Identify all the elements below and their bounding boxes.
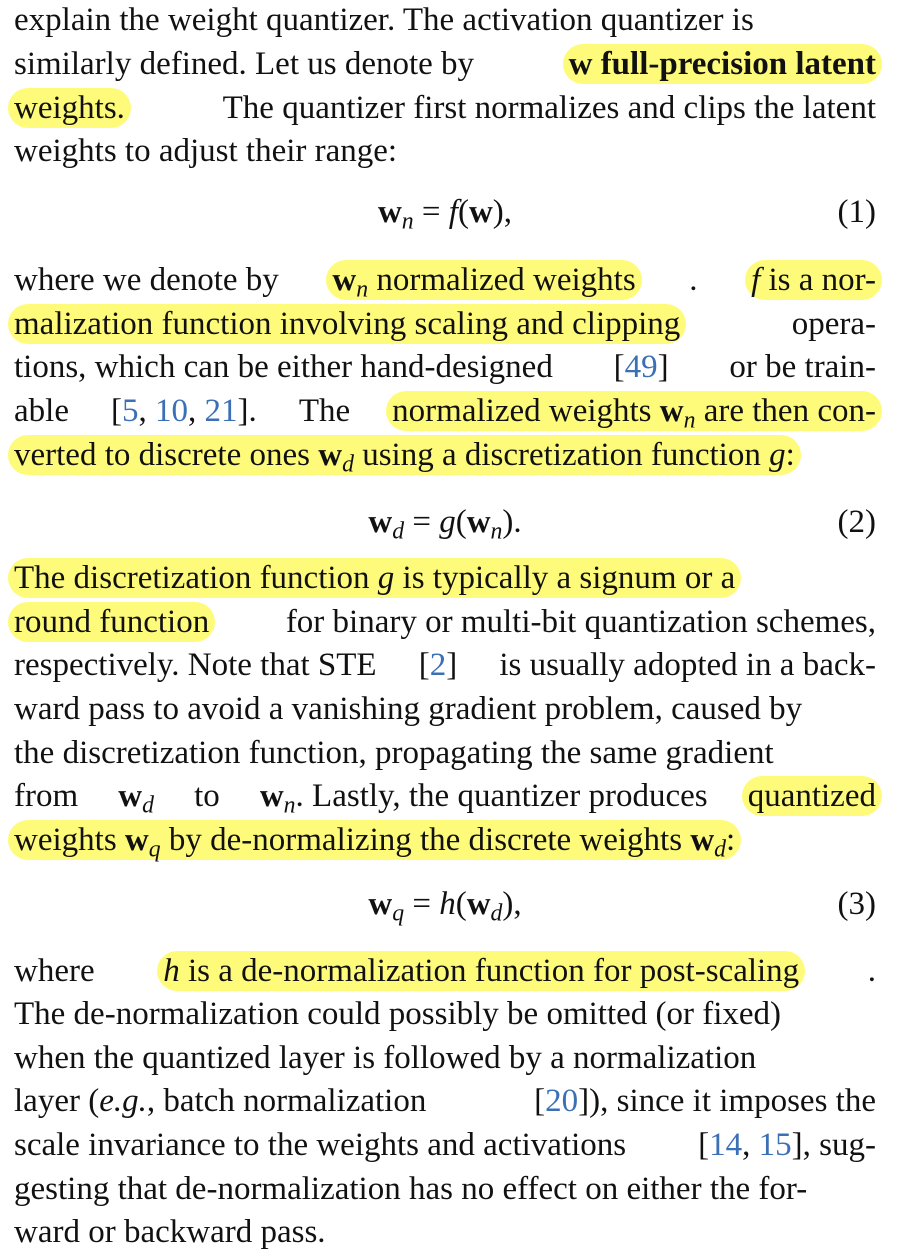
text: the discretization function, propagating the same gradient xyxy=(14,735,774,771)
text: able xyxy=(14,393,69,429)
text: where we denote by xyxy=(14,262,279,298)
text-line xyxy=(14,0,876,40)
text-line: layer (e.g., batch normalization [20]), since it imposes the xyxy=(14,1083,876,1119)
highlight xyxy=(8,88,131,128)
text-line xyxy=(14,1169,876,1209)
citation-link[interactable]: 5 xyxy=(122,393,139,429)
citation-link[interactable]: 49 xyxy=(624,349,658,385)
text-line xyxy=(14,131,876,171)
equation-1 xyxy=(14,190,876,234)
text-line xyxy=(14,994,876,1034)
text-line xyxy=(14,820,876,863)
text: respectively. Note that STE xyxy=(14,647,377,683)
text: The quantizer first normalizes and clips the latent xyxy=(222,90,876,126)
text-line: from $w_d$ to $w_n$. Lastly, the quantizer produces quantized xyxy=(14,776,876,816)
text: opera- xyxy=(791,306,876,342)
text: ward pass to avoid a vanishing gradient problem, caused by xyxy=(14,691,803,727)
equation-number: (3) xyxy=(837,886,876,922)
text-line xyxy=(14,689,876,729)
highlight: verted to discrete ones $w_d$ using a discretization function g: xyxy=(8,435,801,475)
text: The xyxy=(298,393,351,429)
equation-formula: $w_d = g(w_n)$. xyxy=(368,504,522,545)
text: or be train- xyxy=(729,349,876,385)
highlighted-text: round function xyxy=(14,604,210,640)
text: from xyxy=(14,778,79,814)
citation-link[interactable]: 20 xyxy=(545,1083,579,1119)
text-line xyxy=(14,558,876,598)
highlighted-text: weights. xyxy=(14,90,125,126)
text-line xyxy=(14,602,876,642)
text: similarly defined. Let us denote by xyxy=(14,46,475,82)
highlighted-text: malization function involving scaling and clipping xyxy=(14,306,681,342)
text-line: where we denote by $w_n$ normalized weights . f is a nor- xyxy=(14,260,876,300)
text: scale invariance to the weights and activations xyxy=(14,1127,627,1163)
citation-link[interactable]: 21 xyxy=(204,393,238,429)
text: is usually adopted in a back- xyxy=(499,647,876,683)
text-line xyxy=(14,1038,876,1078)
highlight: h is a de-normalization function for post-scaling xyxy=(157,951,805,991)
text: weights to adjust their range: xyxy=(14,133,398,169)
text-line xyxy=(14,44,876,84)
equation-number: (1) xyxy=(837,194,876,230)
text-line xyxy=(14,304,876,344)
text: tions, which can be either hand-designed xyxy=(14,349,553,385)
text-line xyxy=(14,88,876,128)
text: The de-normalization could possibly be omitted (or fixed) xyxy=(14,996,782,1032)
highlight: weights $w_q$ by de-normalizing the discrete weights $w_d$: xyxy=(8,820,741,860)
highlight: f is a nor- xyxy=(745,260,882,300)
text: ward or backward pass. xyxy=(14,1214,326,1250)
highlight xyxy=(8,602,215,642)
citation-link[interactable]: 10 xyxy=(155,393,189,429)
text-line: scale invariance to the weights and activations [14, 15], sug- xyxy=(14,1127,876,1163)
highlight: normalized weights $w_n$ are then con- xyxy=(386,391,882,431)
text-line: respectively. Note that STE [2] is usually adopted in a back- xyxy=(14,647,876,683)
equation-formula: $w_n = f(w)$, xyxy=(377,194,513,235)
text: explain the weight quantizer. The activation quantizer is xyxy=(14,2,754,38)
text: where xyxy=(14,953,95,989)
highlight: quantized xyxy=(742,776,882,816)
equation-2 xyxy=(14,500,876,544)
text: when the quantized layer is followed by a normalization xyxy=(14,1040,757,1076)
highlighted-text: w full-precision latent xyxy=(568,46,876,82)
highlight xyxy=(563,44,882,84)
equation-3 xyxy=(14,882,876,926)
text-line xyxy=(14,733,876,773)
text-line xyxy=(14,1212,876,1252)
text-line: able [5, 10, 21]. The normalized weights $w_n$ are then con- xyxy=(14,391,876,431)
citation-link[interactable]: 2 xyxy=(429,647,447,683)
equation-number: (2) xyxy=(837,504,876,540)
text-line xyxy=(14,435,876,478)
citation-link[interactable]: 15 xyxy=(758,1127,792,1163)
text-line: where h is a de-normalization function for post-scaling . xyxy=(14,953,876,989)
text: to xyxy=(194,778,220,814)
text-line: tions, which can be either hand-designed [49] or be train- xyxy=(14,349,876,385)
citation-link[interactable]: 14 xyxy=(709,1127,743,1163)
highlight: The discretization function g is typically a signum or a xyxy=(8,558,741,598)
equation-formula: $w_q = h(w_d)$, xyxy=(368,886,522,927)
text: gesting that de-normalization has no effect on either the for- xyxy=(14,1171,808,1207)
highlight: $w_n$ normalized weights xyxy=(326,260,641,300)
text: for binary or multi-bit quantization schemes, xyxy=(285,604,876,640)
highlight xyxy=(8,304,686,344)
